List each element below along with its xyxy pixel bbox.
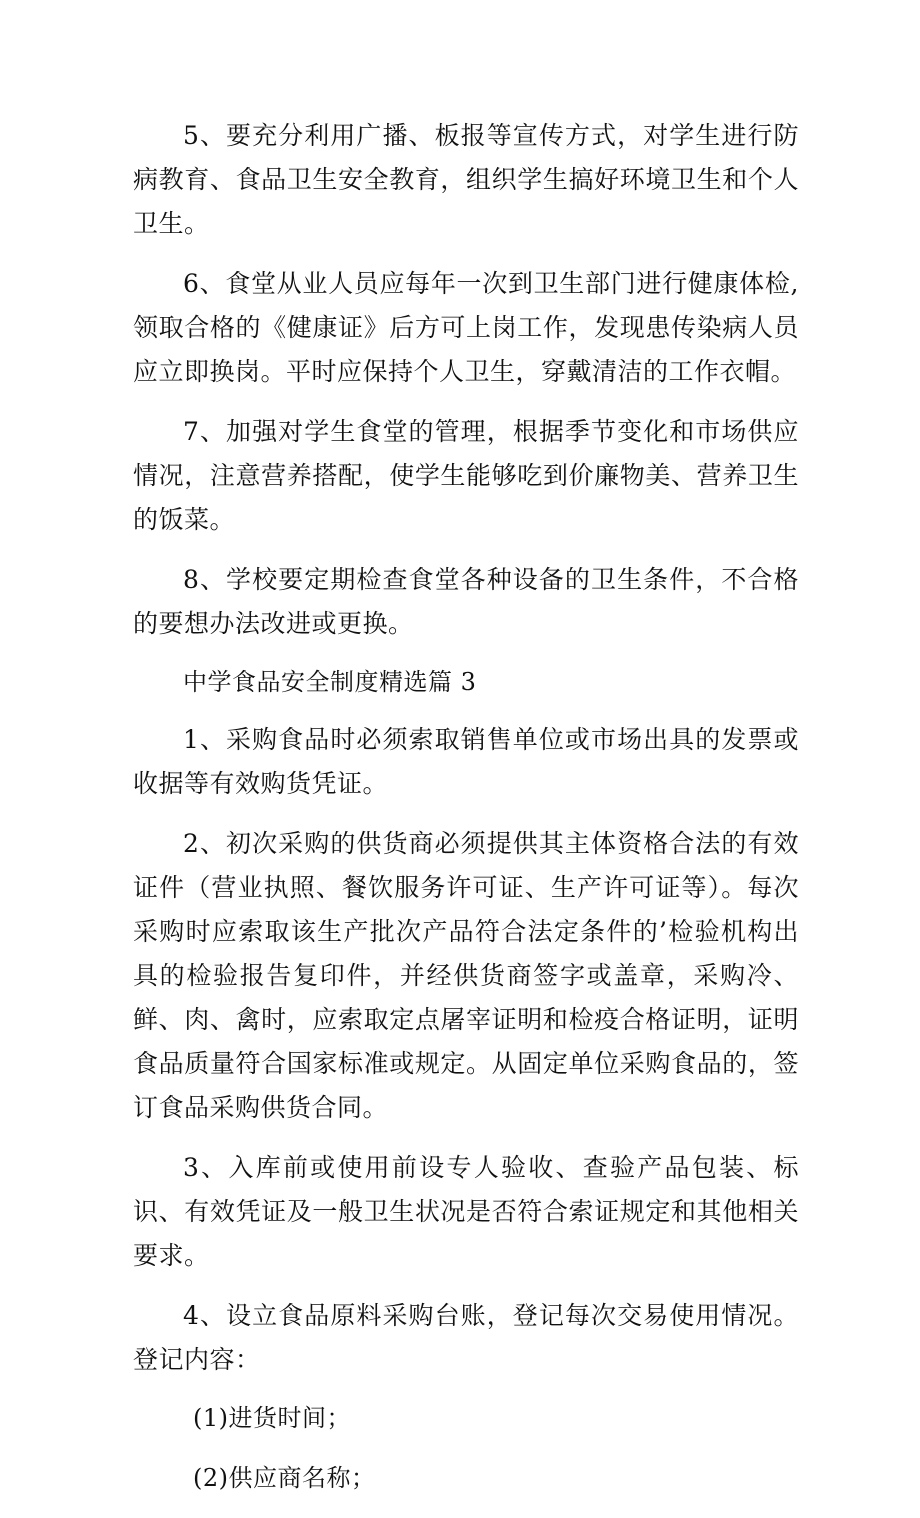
paragraph-item-8: 8、学校要定期检查食堂各种设备的卫生条件，不合格的要想办法改进或更换。 [133, 565, 799, 638]
list-item-2: (2)供应商名称； [193, 1464, 376, 1492]
paragraph-item-6: 6、食堂从业人员应每年一次到卫生部门进行健康体检,领取合格的《健康证》后方可上岗工作，发现患传染病人员应立即换岗。平时应保持个人卫生，穿戴清洁的工作衣帽。 [133, 269, 799, 386]
paragraph-item-5: 5、要充分利用广播、板报等宣传方式，对学生进行防病教育、食品卫生安全教育，组织学生搞好环境卫生和个人卫生。 [133, 121, 799, 238]
paragraph-item-7: 7、加强对学生食堂的管理，根据季节变化和市场供应情况，注意营养搭配，使学生能够吃到价廉物美、营养卫生的饭菜。 [133, 417, 799, 534]
document-body [133, 114, 799, 1518]
paragraph-item-3: 3、入库前或使用前设专人验收、查验产品包装、标识、有效凭证及一般卫生状况是否符合索证规定和其他相关要求。 [133, 1153, 799, 1270]
paragraph-item-4: 4、设立食品原料采购台账，登记每次交易使用情况。登记内容： [133, 1301, 799, 1374]
section-heading: 中学食品安全制度精选篇 3 [183, 668, 477, 696]
list-item-1: (1)进货时间； [193, 1404, 351, 1432]
paragraph-item-1: 1、采购食品时必须索取销售单位或市场出具的发票或收据等有效购货凭证。 [133, 725, 799, 798]
paragraph-item-2: 2、初次采购的供货商必须提供其主体资格合法的有效证件（营业执照、餐饮服务许可证、生产许可证等）。每次采购时应索取该生产批次产品符合法定条件的’检验机构出具的检验报告复印件，并经供货商签字或盖章，采购冷、鲜、肉、禽时，应索取定点屠宰证明和检疫合格证明，证明食品质量符合国家标准或规定。从固定单位采购食品的，签订食品采购供货合同。 [133, 829, 799, 1122]
